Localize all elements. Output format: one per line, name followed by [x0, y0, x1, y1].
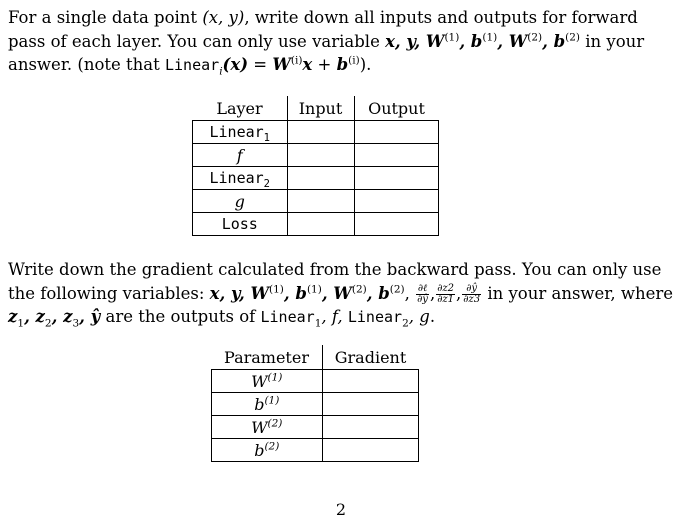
input-cell[interactable] — [287, 144, 354, 167]
parameter-table — [211, 345, 419, 462]
param-w1: $W^{(1)}$ — [212, 370, 323, 393]
layer-table — [192, 96, 439, 236]
question-1-text: For a single data point (x, y), write down all inputs and outputs for forward pass of each layer. You can only use variable x, y, $W^{(1)}$, $b^{(1)}$, $W^{(2)}$, $b^{(2)}$ in your answer. (note that Linear$_i$(x) = $W^{(i)}x + b^{(i)}$). — [8, 8, 645, 78]
header-parameter: Parameter — [212, 345, 323, 370]
gradient-cell[interactable] — [322, 370, 419, 393]
layer-table-header — [193, 96, 439, 121]
layer-g: g — [193, 190, 288, 213]
param-w2: $W^{(2)}$ — [212, 416, 323, 439]
header-output: Output — [354, 96, 439, 121]
gradient-cell[interactable] — [322, 393, 419, 416]
table-row — [212, 393, 419, 416]
input-cell[interactable] — [287, 167, 354, 190]
table-row — [193, 190, 439, 213]
fraction-dyhat-dz3: $\frac{\partial ŷ}{\partial z3}$ — [463, 282, 481, 305]
output-cell[interactable] — [354, 121, 439, 144]
layer-linear1: Linear$_1$ — [193, 121, 288, 144]
header-layer: Layer — [193, 96, 288, 121]
table-row — [193, 121, 439, 144]
table-row — [193, 213, 439, 236]
fraction-dz2-dz1: $\frac{\partial z2}{\partial z1}$ — [437, 282, 455, 305]
gradient-cell[interactable] — [322, 416, 419, 439]
layer-linear2: Linear$_2$ — [193, 167, 288, 190]
table-row — [212, 439, 419, 462]
output-cell[interactable] — [354, 213, 439, 236]
table-row — [193, 144, 439, 167]
parameter-table-header — [212, 345, 419, 370]
input-cell[interactable] — [287, 121, 354, 144]
param-b1: $b^{(1)}$ — [212, 393, 323, 416]
table-row — [193, 167, 439, 190]
gradient-cell[interactable] — [322, 439, 419, 462]
param-b2: $b^{(2)}$ — [212, 439, 323, 462]
table-row — [212, 370, 419, 393]
layer-loss: Loss — [193, 213, 288, 236]
output-cell[interactable] — [354, 167, 439, 190]
layer-f: f — [193, 144, 288, 167]
header-input: Input — [287, 96, 354, 121]
question-2-text: Write down the gradient calculated from the backward pass. You can only use the following variables: x, y, $W^{(1)}$, $b^{(1)}$, $W^{(2)}$, $b^{(2)}$, $\frac{\text{∂ℓ}}{\partial ŷ}$ , $\frac{\partial z2}{\partial z1}$ , $\frac{\partial ŷ}{\partial z3}$ in your answer, where $z_1$, $z_2$, $z_3$, ŷ are the outputs of Linear$_1$, f, Linear$_2$, g. — [8, 260, 674, 330]
input-cell[interactable] — [287, 213, 354, 236]
header-gradient: Gradient — [322, 345, 419, 370]
input-cell[interactable] — [287, 190, 354, 213]
fraction-dl-dyhat: $\frac{\text{∂ℓ}}{\partial ŷ}$ — [417, 282, 428, 305]
table-row — [212, 416, 419, 439]
output-cell[interactable] — [354, 190, 439, 213]
output-cell[interactable] — [354, 144, 439, 167]
page-number: 2 — [335, 500, 347, 519]
